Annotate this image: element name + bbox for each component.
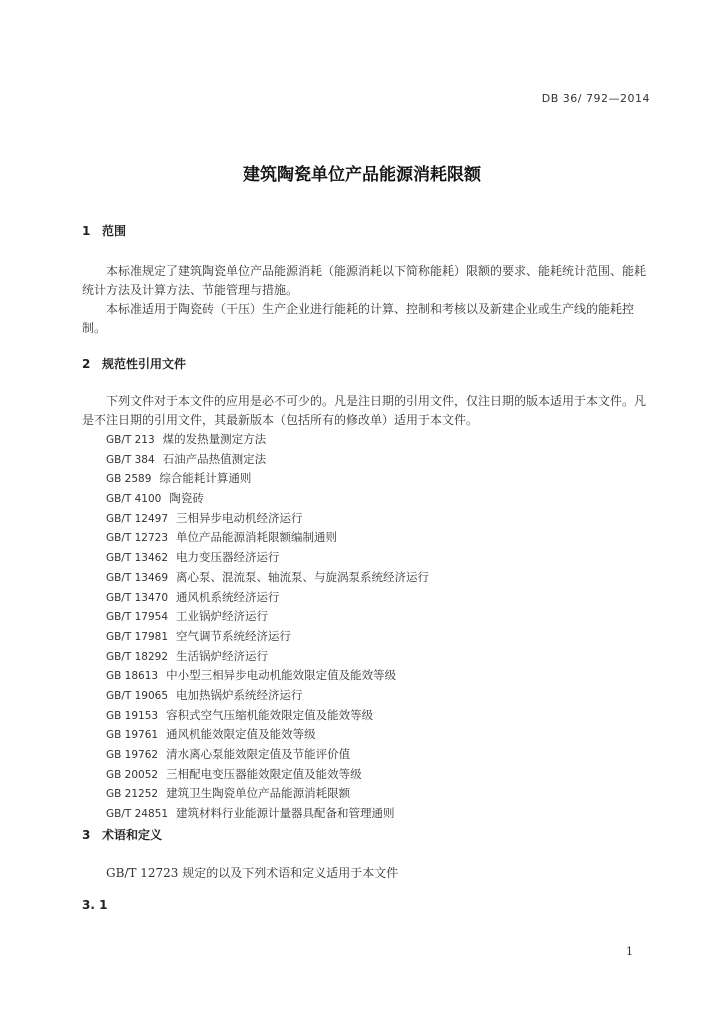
reference-code: GB 19153 xyxy=(106,709,159,722)
reference-code: GB/T 4100 xyxy=(106,493,162,506)
reference-code: GB/T 19065 xyxy=(106,689,169,702)
reference-item xyxy=(106,450,429,470)
page-number: 1 xyxy=(626,945,633,958)
section-2-heading xyxy=(82,355,186,372)
section-number: 2 xyxy=(82,357,91,371)
reference-code: GB 19762 xyxy=(106,749,159,761)
reference-item xyxy=(106,706,429,726)
reference-title: 通风机系统经济运行 xyxy=(176,589,280,604)
reference-code: GB 2589 xyxy=(106,473,152,486)
reference-code: GB/T 17981 xyxy=(106,630,169,643)
standard-number: DB 36/ 792—2014 xyxy=(541,92,650,105)
reference-title: 陶瓷砖 xyxy=(169,491,204,506)
reference-code: GB/T 12497 xyxy=(106,512,169,525)
reference-title: 三相异步电动机经济运行 xyxy=(176,510,303,525)
section-1-paragraph-1: 本标准规定了建筑陶瓷单位产品能源消耗（能源消耗以下简称能耗）限额的要求、能耗统计范围、能耗统计方法及计算方法、节能管理与措施。 xyxy=(82,264,647,297)
reference-list xyxy=(106,430,429,824)
reference-item xyxy=(106,509,429,529)
section-number: 1 xyxy=(82,224,91,238)
reference-code: GB 21252 xyxy=(106,788,159,801)
reference-code: GB 20052 xyxy=(106,768,159,781)
reference-title: 石油产品热值测定法 xyxy=(162,451,267,466)
reference-title: 建筑卫生陶瓷单位产品能源消耗限额 xyxy=(166,786,351,801)
reference-item xyxy=(106,430,429,450)
reference-title: 三相配电变压器能效限定值及能效等级 xyxy=(166,766,362,781)
reference-title: 空气调节系统经济运行 xyxy=(176,628,292,643)
reference-title: 电加热锅炉系统经济运行 xyxy=(176,687,303,702)
reference-title: 煤的发热量测定方法 xyxy=(162,432,267,446)
reference-code: GB/T 384 xyxy=(106,453,155,466)
reference-code: GB/T 24851 xyxy=(106,808,169,821)
reference-title: 通风机能效限定值及能效等级 xyxy=(166,727,316,742)
section-title: 规范性引用文件 xyxy=(102,357,187,371)
reference-item xyxy=(106,745,429,765)
reference-item xyxy=(106,528,429,548)
reference-code: GB/T 18292 xyxy=(106,650,169,663)
reference-item xyxy=(106,607,429,627)
reference-title: 清水离心泵能效限定值及节能评价值 xyxy=(166,747,351,761)
reference-item xyxy=(106,588,429,608)
reference-title: 建筑材料行业能源计量器具配备和管理通则 xyxy=(176,806,395,821)
reference-item xyxy=(106,548,429,568)
reference-item xyxy=(106,627,429,647)
reference-title: 综合能耗计算通则 xyxy=(159,471,252,486)
reference-title: 工业锅炉经济运行 xyxy=(176,609,269,624)
reference-code: GB 18613 xyxy=(106,670,159,683)
reference-title: 离心泵、混流泵、轴流泵、与旋涡泵系统经济运行 xyxy=(176,569,430,584)
reference-item xyxy=(106,469,429,489)
reference-title: 电力变压器经济运行 xyxy=(176,550,280,565)
reference-code: GB 19761 xyxy=(106,729,159,742)
section-2-paragraph-1: 下列文件对于本文件的应用是必不可少的。凡是注日期的引用文件，仅注日期的版本适用于本文件。凡是不注日期的引用文件，其最新版本（包括所有的修改单）适用于本文件。 xyxy=(82,394,647,427)
subsection-number: 3. 1 xyxy=(82,898,108,912)
reference-title: 容积式空气压缩机能效限定值及能效等级 xyxy=(166,707,374,722)
reference-item xyxy=(106,489,429,509)
reference-code: GB/T 213 xyxy=(106,434,155,446)
reference-item xyxy=(106,568,429,588)
reference-title: 中小型三相异步电动机能效限定值及能效等级 xyxy=(166,668,397,683)
reference-title: 单位产品能源消耗限额编制通则 xyxy=(176,530,338,545)
reference-code: GB/T 13469 xyxy=(106,571,169,584)
reference-code: GB/T 17954 xyxy=(106,611,169,624)
section-3-heading xyxy=(82,826,162,843)
reference-title: 生活锅炉经济运行 xyxy=(176,648,269,663)
reference-code: GB/T 13462 xyxy=(106,552,169,565)
section-title: 术语和定义 xyxy=(102,828,163,842)
section-title: 范围 xyxy=(102,224,127,238)
reference-item xyxy=(106,666,429,686)
reference-item xyxy=(106,686,429,706)
section-3-paragraph-1: GB/T 12723 规定的以及下列术语和定义适用于本文件 xyxy=(106,866,399,880)
reference-item xyxy=(106,784,429,804)
reference-item xyxy=(106,725,429,745)
document-title: 建筑陶瓷单位产品能源消耗限额 xyxy=(243,165,481,185)
reference-code: GB/T 13470 xyxy=(106,591,169,604)
reference-item xyxy=(106,804,429,824)
reference-code: GB/T 12723 xyxy=(106,532,169,545)
section-1-paragraph-2: 本标准适用于陶瓷砖（干压）生产企业进行能耗的计算、控制和考核以及新建企业或生产线的能耗控制。 xyxy=(82,302,635,335)
reference-item xyxy=(106,765,429,785)
section-number: 3 xyxy=(82,828,91,842)
section-1-heading xyxy=(82,222,126,239)
reference-item xyxy=(106,647,429,667)
